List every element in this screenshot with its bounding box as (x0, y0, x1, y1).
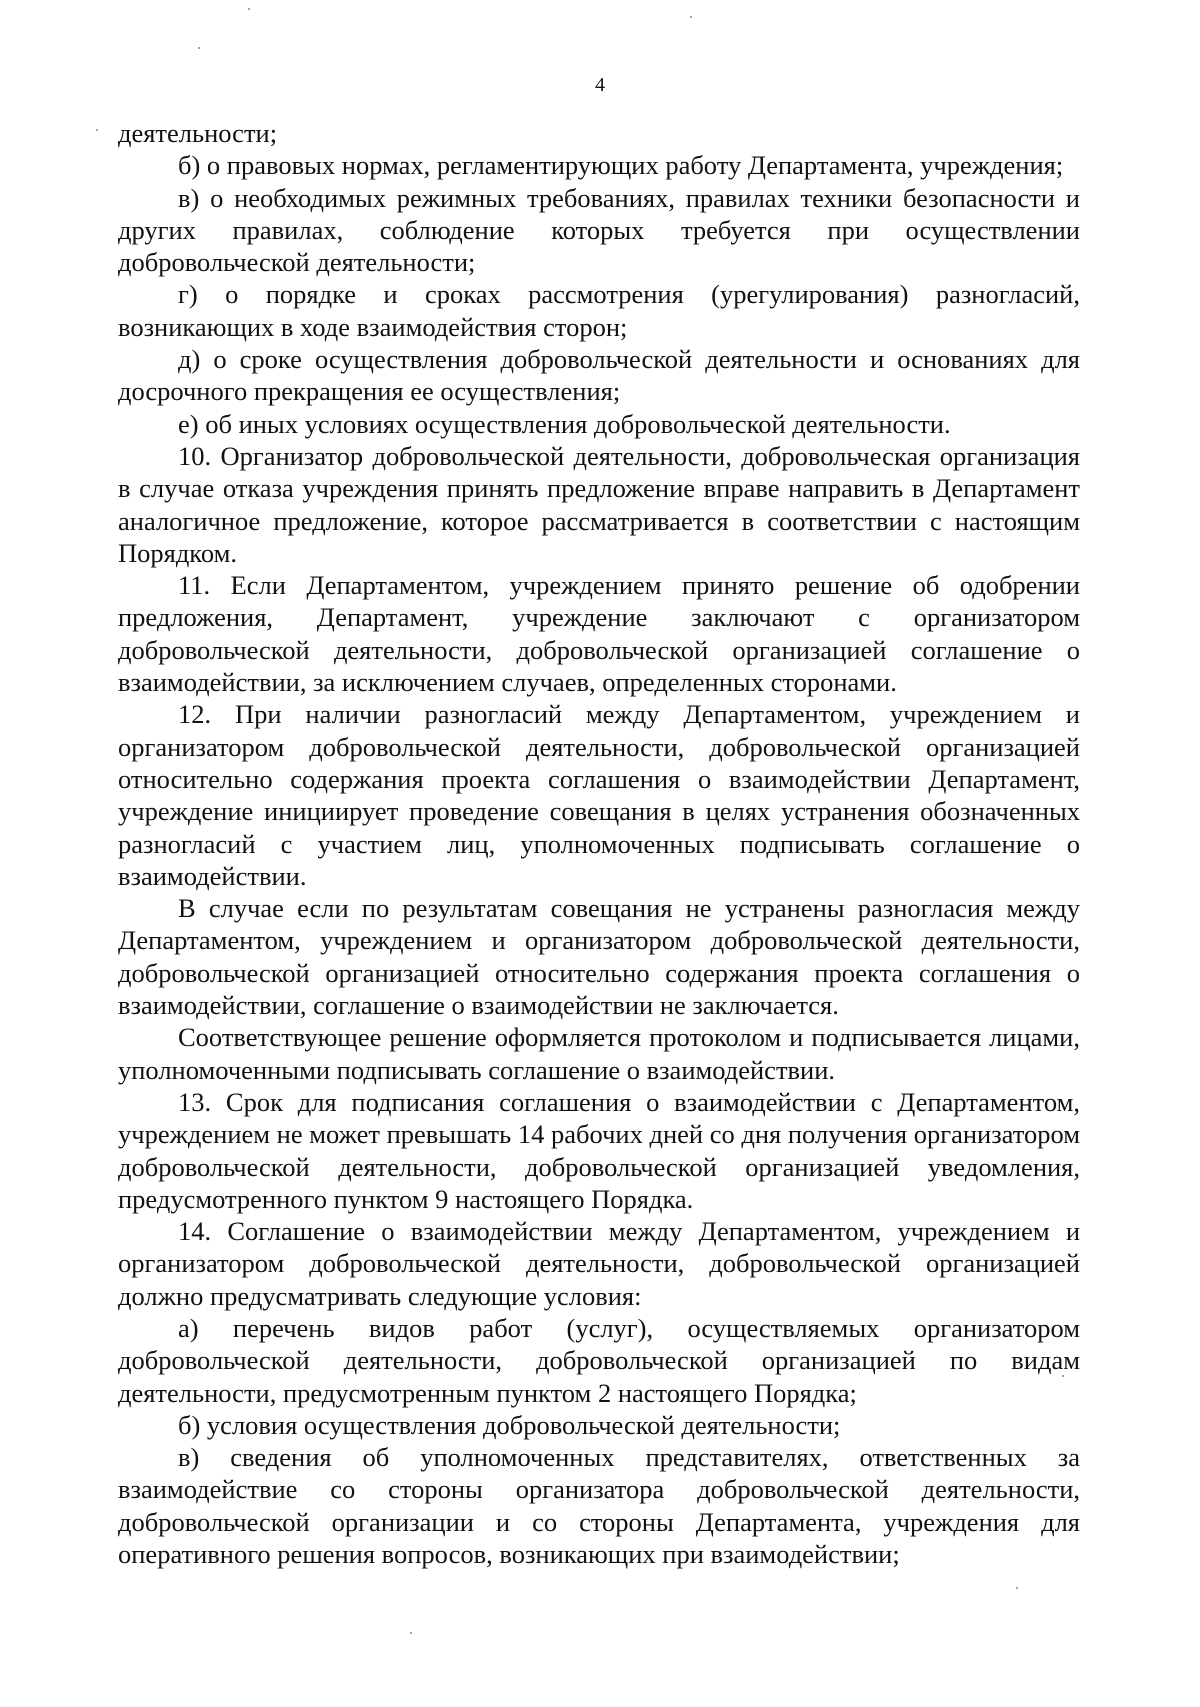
paragraph-item-v: в) о необходимых режимных требованиях, правилах техники безопасности и других правилах, соблюдение которых требуется при осуществлении добровольческой деятельности; (118, 182, 1080, 278)
paragraph-clause-14-v: в) сведения об уполномоченных представителях, ответственных за взаимодействие со стороны организатора добровольческой деятельности, добровольческой организации и со стороны Департамента, учреждения для оперативного решения вопросов, возникающих при взаимодействии; (118, 1442, 1080, 1570)
paragraph-item-e: е) об иных условиях осуществления добровольческой деятельности. (178, 408, 951, 439)
paragraph-continuation: деятельности; (118, 118, 278, 148)
scan-speck (1016, 1587, 1018, 1589)
paragraph-clause-13: 13. Срок для подписания соглашения о взаимодействии с Департаментом, учреждением не может превышать 14 рабочих дней со дня получения организатором добровольческой деятельности, добровольческой организацией уведомления, предусмотренного пунктом 9 настоящего Порядка. (118, 1086, 1080, 1214)
document-body (118, 117, 1080, 1570)
page-number: 4 (595, 74, 605, 96)
paragraph-clause-14-b: б) условия осуществления добровольческой деятельности; (178, 1409, 841, 1440)
scan-speck (248, 8, 250, 10)
scan-speck (96, 129, 98, 131)
paragraph-clause-11: 11. Если Департаментом, учреждением принято решение об одобрении предложения, Департамент, учреждение заключают с организатором добровольческой деятельности, добровольческой организацией соглашение о взаимодействии, за исключением случаев, определенных сторонами. (118, 570, 1080, 698)
paragraph-clause-10: 10. Организатор добровольческой деятельности, добровольческая организация в случае отказа учреждения принять предложение вправе направить в Департамент аналогичное предложение, которое рассматривается в соответствии с настоящим Порядком. (118, 440, 1080, 568)
scan-speck (1062, 1375, 1064, 1377)
paragraph-item-d: д) о сроке осуществления добровольческой деятельности и основаниях для досрочного прекращения ее осуществления; (118, 344, 1080, 407)
paragraph-item-b: б) о правовых нормах, регламентирующих работу Департамента, учреждения; (178, 150, 1064, 181)
paragraph-clause-12-cont-1: В случае если по результатам совещания не устранены разногласия между Департаментом, учреждением и организатором добровольческой деятельности, добровольческой организацией относительно содержания проекта соглашения о взаимодействии, соглашение о взаимодействии не заключается. (118, 893, 1080, 1021)
scan-speck (198, 47, 200, 49)
paragraph-clause-14-a: а) перечень видов работ (услуг), осуществляемых организатором добровольческой деятельности, добровольческой организацией по видам деятельности, предусмотренным пунктом 2 настоящего Порядка; (118, 1312, 1080, 1408)
paragraph-clause-14: 14. Соглашение о взаимодействии между Департаментом, учреждением и организатором добровольческой деятельности, добровольческой организацией должно предусматривать следующие условия: (118, 1216, 1080, 1311)
paragraph-clause-12-cont-2: Соответствующее решение оформляется протоколом и подписывается лицами, уполномоченными подписывать соглашение о взаимодействии. (118, 1022, 1080, 1085)
paragraph-item-g: г) о порядке и сроках рассмотрения (урегулирования) разногласий, возникающих в ходе взаимодействия сторон; (118, 279, 1080, 342)
scan-speck (410, 1632, 412, 1634)
scan-speck (690, 16, 692, 18)
paragraph-clause-12: 12. При наличии разногласий между Департаментом, учреждением и организатором добровольческой деятельности, добровольческой организацией относительно содержания проекта соглашения о взаимодействии Департамент, учреждение инициирует проведение совещания в целях устранения обозначенных разногласий с участием лиц, уполномоченных подписывать соглашение о взаимодействии. (118, 699, 1080, 891)
